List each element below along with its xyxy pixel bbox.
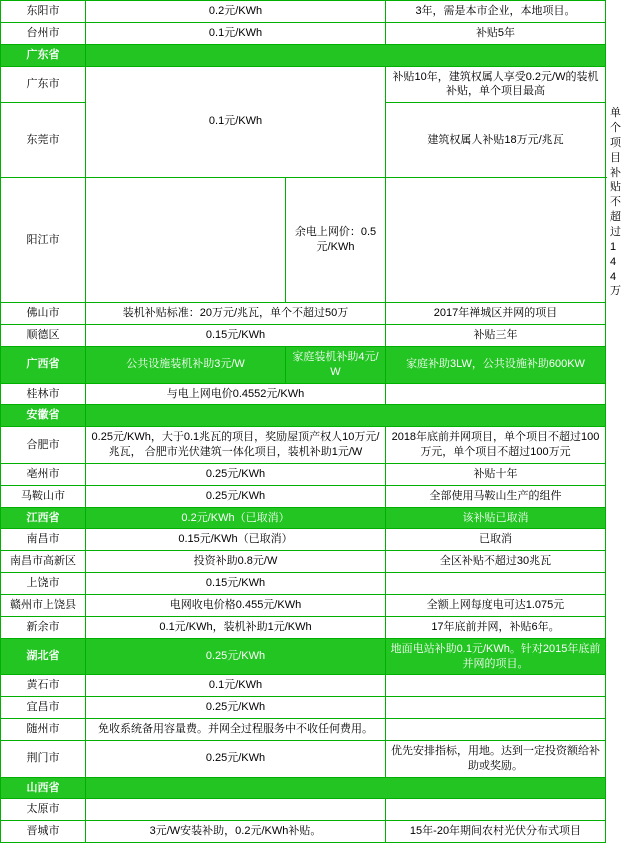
table-cell: 与电上网电价0.4552元/KWh bbox=[86, 383, 386, 405]
region-cell: 山西省 bbox=[1, 777, 86, 799]
table-cell bbox=[386, 573, 606, 595]
table-row bbox=[1, 638, 606, 675]
region-cell: 广西省 bbox=[1, 346, 86, 383]
region-cell: 太原市 bbox=[1, 799, 86, 821]
table-cell: 补贴10年，建筑权属人享受0.2元/W的装机补贴，单个项目最高 bbox=[386, 66, 606, 103]
table-row bbox=[1, 383, 606, 405]
table-cell: 0.2元/KWh bbox=[86, 1, 386, 23]
table-cell: 0.25元/KWh bbox=[86, 740, 386, 777]
table-row bbox=[1, 777, 606, 799]
table-cell: 17年底前并网，补贴6年。 bbox=[386, 616, 606, 638]
table-cell: 2018年底前并网项目，单个项目不超过100万元，单个项目不超过100万元 bbox=[386, 427, 606, 464]
region-cell: 阳江市 bbox=[1, 177, 86, 302]
region-cell: 上饶市 bbox=[1, 573, 86, 595]
region-cell: 顺德区 bbox=[1, 325, 86, 347]
table-cell: 0.25元/KWh bbox=[86, 463, 386, 485]
table-row bbox=[1, 485, 606, 507]
region-cell: 湖北省 bbox=[1, 638, 86, 675]
region-cell: 晋城市 bbox=[1, 821, 86, 843]
table-row bbox=[1, 697, 606, 719]
table-cell: 全区补贴不超过30兆瓦 bbox=[386, 551, 606, 573]
table-cell bbox=[386, 799, 606, 821]
table-row bbox=[1, 427, 606, 464]
region-cell: 桂林市 bbox=[1, 383, 86, 405]
table-cell bbox=[86, 44, 606, 66]
table-cell: 0.25元/KWh，大于0.1兆瓦的项目，奖励屋顶产权人10万元/兆瓦， 合肥市光伏建筑一体化项目，装机补助1元/W bbox=[86, 427, 386, 464]
table-row bbox=[1, 303, 606, 325]
table-row bbox=[1, 799, 606, 821]
table-cell: 0.15元/KWh bbox=[86, 573, 386, 595]
region-cell: 黄石市 bbox=[1, 675, 86, 697]
region-cell: 新余市 bbox=[1, 616, 86, 638]
table-cell: 0.15元/KWh（已取消） bbox=[86, 529, 386, 551]
table-cell bbox=[86, 777, 606, 799]
table-cell: 该补贴已取消 bbox=[386, 507, 606, 529]
table-cell: 0.1元/KWh，装机补助1元/KWh bbox=[86, 616, 386, 638]
table-row bbox=[1, 740, 606, 777]
region-cell: 江西省 bbox=[1, 507, 86, 529]
table-cell: 全部使用马鞍山生产的组件 bbox=[386, 485, 606, 507]
table-row bbox=[1, 675, 606, 697]
table-cell: 补贴5年 bbox=[386, 22, 606, 44]
table-cell: 投资补助0.8元/W bbox=[86, 551, 386, 573]
table-cell: 0.25元/KWh bbox=[86, 485, 386, 507]
table-row bbox=[1, 616, 606, 638]
table-row bbox=[1, 573, 606, 595]
table-cell: 0.25元/KWh bbox=[86, 638, 386, 675]
region-cell: 宜昌市 bbox=[1, 697, 86, 719]
table-cell: 15年-20年期间农村光伏分布式项目 bbox=[386, 821, 606, 843]
table-cell: 0.1元/KWh bbox=[86, 22, 386, 44]
table-row bbox=[1, 1, 606, 23]
table-row bbox=[1, 463, 606, 485]
table-cell bbox=[386, 697, 606, 719]
table-cell: 余电上网价：0.5元/KWh bbox=[286, 177, 386, 302]
table-row bbox=[1, 719, 606, 741]
table-cell: 0.1元/KWh bbox=[86, 66, 386, 177]
table-cell: 0.15元/KWh bbox=[86, 325, 386, 347]
table-cell: 已取消 bbox=[386, 529, 606, 551]
table-cell bbox=[386, 675, 606, 697]
table-cell: 装机补贴标准：20万元/兆瓦，单个不超过50万 bbox=[86, 303, 386, 325]
table-cell: 全额上网每度电可达1.075元 bbox=[386, 595, 606, 617]
table-cell: 0.1元/KWh bbox=[86, 675, 386, 697]
table-cell: 地面电站补助0.1元/KWh。针对2015年底前并网的项目。 bbox=[386, 638, 606, 675]
region-cell: 安徽省 bbox=[1, 405, 86, 427]
table-row bbox=[1, 22, 606, 44]
region-cell: 台州市 bbox=[1, 22, 86, 44]
region-cell: 亳州市 bbox=[1, 463, 86, 485]
table-row bbox=[1, 405, 606, 427]
table-row bbox=[1, 821, 606, 843]
table-cell: 建筑权属人补贴18万元/兆瓦 bbox=[386, 103, 606, 178]
region-cell: 南昌市 bbox=[1, 529, 86, 551]
table-row bbox=[1, 507, 606, 529]
table-row bbox=[1, 551, 606, 573]
region-cell: 马鞍山市 bbox=[1, 485, 86, 507]
table-cell bbox=[386, 383, 606, 405]
table-cell: 免收系统备用容量费。并网全过程服务中不收任何费用。 bbox=[86, 719, 386, 741]
table-cell: 0.25元/KWh bbox=[86, 697, 386, 719]
table-cell: 公共设施装机补助3元/W bbox=[86, 346, 286, 383]
region-cell: 广东省 bbox=[1, 44, 86, 66]
table-cell: 电网收电价格0.455元/KWh bbox=[86, 595, 386, 617]
table-row bbox=[1, 177, 606, 302]
table-row bbox=[1, 44, 606, 66]
region-cell: 佛山市 bbox=[1, 303, 86, 325]
table-row bbox=[1, 346, 606, 383]
table-row bbox=[1, 325, 606, 347]
region-cell: 东阳市 bbox=[1, 1, 86, 23]
table-cell: 补贴三年 bbox=[386, 325, 606, 347]
table-row bbox=[1, 595, 606, 617]
region-cell: 南昌市高新区 bbox=[1, 551, 86, 573]
region-cell: 合肥市 bbox=[1, 427, 86, 464]
table-row bbox=[1, 66, 606, 103]
table-cell: 优先安排指标，用地。达到一定投资额给补助或奖励。 bbox=[386, 740, 606, 777]
region-cell: 荆门市 bbox=[1, 740, 86, 777]
table-row bbox=[1, 529, 606, 551]
table-cell: 3元/W安装补助，0.2元/KWh补贴。 bbox=[86, 821, 386, 843]
table-cell bbox=[86, 799, 386, 821]
table-cell bbox=[86, 405, 606, 427]
table-row: 东莞市 建筑权属人补贴18万元/兆瓦 单个项目补贴不超过144万 bbox=[1, 103, 606, 178]
table-cell bbox=[86, 177, 286, 302]
table-cell: 家庭装机补助4元/W bbox=[286, 346, 386, 383]
region-cell: 随州市 bbox=[1, 719, 86, 741]
table-cell: 2017年禅城区并网的项目 bbox=[386, 303, 606, 325]
table-cell: 3年，需是本市企业，本地项目。 bbox=[386, 1, 606, 23]
table-cell: 家庭补助3LW，公共设施补助600KW bbox=[386, 346, 606, 383]
table-body bbox=[1, 1, 621, 843]
region-cell: 赣州市上饶县 bbox=[1, 595, 86, 617]
region-cell: 东莞市 bbox=[1, 103, 86, 178]
region-cell: 广东市 bbox=[1, 66, 86, 103]
table-cell: 0.2元/KWh（已取消） bbox=[86, 507, 386, 529]
table-cell: 补贴十年 bbox=[386, 463, 606, 485]
table-cell bbox=[386, 719, 606, 741]
